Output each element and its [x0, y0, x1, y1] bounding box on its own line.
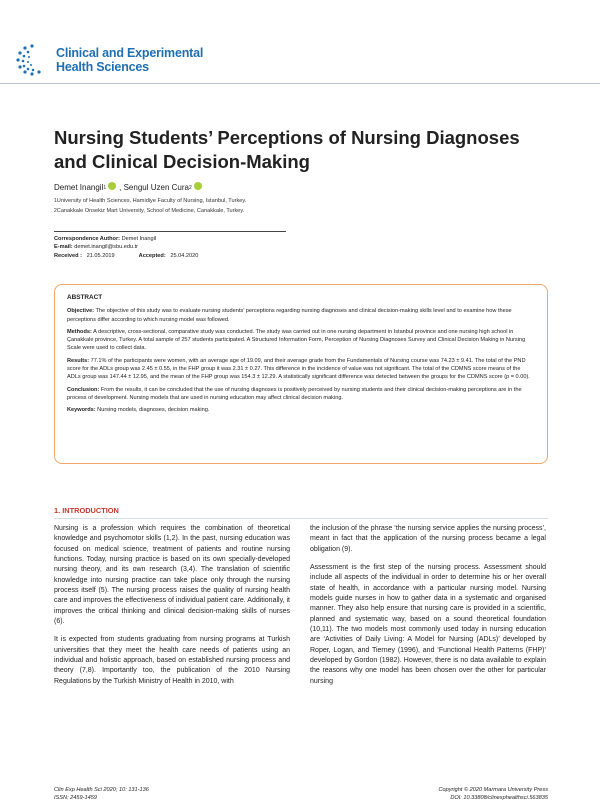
affiliation: $^1$University of Health Sciences, Hamidiye Faculty of Nursing, Istanbul, Turkey.	[54, 198, 247, 204]
abstract-box	[54, 284, 548, 464]
accepted-label: Accepted:	[138, 252, 166, 259]
author-name: Demet Inangil	[54, 183, 104, 192]
orcid-icon[interactable]	[108, 182, 116, 190]
correspondence-label: Correspondence Author:	[54, 236, 120, 242]
section-heading: 1. INTRODUCTION	[54, 506, 119, 515]
journal-header	[14, 40, 203, 80]
dot-arc-logo-icon	[14, 42, 50, 78]
paragraph: the inclusion of the phrase ‘the nursing service applies the nursing process’, meant in fact that the application of the nursing process became a legal obligation (9).	[310, 525, 546, 553]
page-footer	[54, 786, 548, 803]
abstract-heading: ABSTRACT	[67, 294, 103, 301]
accepted-date: 25.04.2020	[170, 252, 199, 259]
abstract-objective: Objective: The objective of this study was to evaluate nursing students’ perceptions regarding nursing diagnoses and clinical decision-making skills level and to examine how these perceptions differ according to which nursing model was followed.	[67, 308, 512, 323]
abstract-methods: Methods: A descriptive, cross-sectional, comparative study was conducted. The study was carried out in one nursing department in Istanbul province and one nursing high school in Çanakkale province, Turkey. A total sample of 257 students participated. A Structured Information Form, Perception of Nursing Diagnoses Survey and Clinical Decision Making in Nursing Scale were used to collect data.	[67, 328, 526, 352]
author-name: Sengul Uzen Cura	[123, 183, 189, 192]
paragraph: Nursing is a profession which requires the combination of theoretical knowledge and psychomotor skills (1,2). In the past, nursing education was focused on medical science, treatment of patients and routine nursing functions. Today, nursing practice is based on its own specially-developed nursing theory, and its own research (3,4). The translation of scientific knowledge into nursing practice can take place only through the nursing process itself (5). The nursing process raises the quality of nursing health care and improves the effectiveness of individual patient care. Additionally, it improves the critical thinking and clinical decision-making skills of nurses (6).	[54, 525, 290, 626]
footer-doi[interactable]: DOI: 10.33808/clinexphealthsci.563835	[450, 795, 548, 802]
email-link[interactable]: demet.inangil@sbu.edu.tr	[74, 244, 139, 251]
journal-name	[56, 46, 203, 74]
author-affiliation-mark: 1	[103, 184, 107, 191]
body-column-left	[54, 524, 290, 695]
email-label: E-mail:	[54, 244, 73, 251]
received-label: Received :	[54, 252, 82, 259]
correspondence-name: Demet Inangil	[121, 236, 157, 242]
journal-name-line2: Health Sciences	[56, 60, 149, 74]
section-divider	[54, 518, 548, 519]
footer-citation: Clin Exp Health Sci 2020; 10: 131-136	[54, 787, 149, 793]
footer-issn: ISSN: 2459-1459	[54, 795, 97, 802]
body-column-right	[310, 524, 546, 695]
author-affiliation-mark: 2	[188, 184, 192, 191]
correspondence-block	[54, 231, 286, 260]
received-date: 21.05.2019	[86, 252, 115, 259]
article-title: Nursing Students’ Perceptions of Nursing Diagnoses and Clinical Decision-Making	[54, 127, 520, 172]
author-list: Demet Inangil 1 , Sengul Uzen Cura 2	[54, 183, 205, 192]
abstract-keywords: Keywords: Nursing models, diagnoses, decision making.	[67, 407, 210, 414]
paragraph: It is expected from students graduating from nursing programs at Turkish universities that they meet the health care needs of patients using an individual and holistic approach, based on established nursing process and theory (7,8). Importantly too, the publication of the 2010 Nursing Regulations by the Turkish Ministry of Health in 2010, with	[54, 636, 290, 685]
orcid-icon[interactable]	[194, 182, 202, 190]
header-divider	[0, 83, 600, 84]
journal-name-line1: Clinical and Experimental	[56, 46, 204, 60]
abstract-conclusion: Conclusion: From the results, it can be concluded that the use of nursing diagnoses is positively perceived by nursing students and their clinical decision-making perceptions are in the process of development. Nursing models that are used in nursing education may affect clinical decision making.	[67, 386, 522, 401]
footer-copyright: Copyright © 2020 Marmara University Press	[438, 787, 548, 793]
affiliation: $^2$Canakkale Onsekiz Mart University, School of Medicine, Canakkale, Turkey.	[54, 208, 245, 214]
abstract-results: Results: 77.1% of the participants were women, with an average age of 19.09, and their average grade from the Fundamentals of Nursing course was 74.23 ± 9.41. The total of the PND score for the ADLs group was 2.45 ± 0.55, in the FHP group it was 2.31 ± 0.27. This difference in the incidence of value was not significant. The total of the CDMNS score means of the ADLs group was 147.44 ± 12.95, and the mean of the FHP group was 154.3 ± 12.29. A statistically significant difference was detected between the groups for the CDMNS score (p = 0.00).	[67, 357, 530, 381]
paragraph: Assessment is the first step of the nursing process. Assessment should include all aspects of the individual in order to determine his or her overall state of health, in accordance with a particular nursing model. Nursing models guide nurses in how to gather data in a systematic and organised manner. They also help ensure that nursing care is provided in a scientific, planned and systematic way, based on a sound theoretical foundation (10,11). The two models most commonly used today in nursing education are ‘Activities of Daily Living: A Model for Nursing (ADLs)’ developed by Roper, Logan, and Tierney (1996), and ‘Functional Health Patterns (FHP)’ developed by Gordon (1982). However, there is no data available to explain the reasons why one model has been chosen over the other for particular nursing	[310, 564, 546, 685]
